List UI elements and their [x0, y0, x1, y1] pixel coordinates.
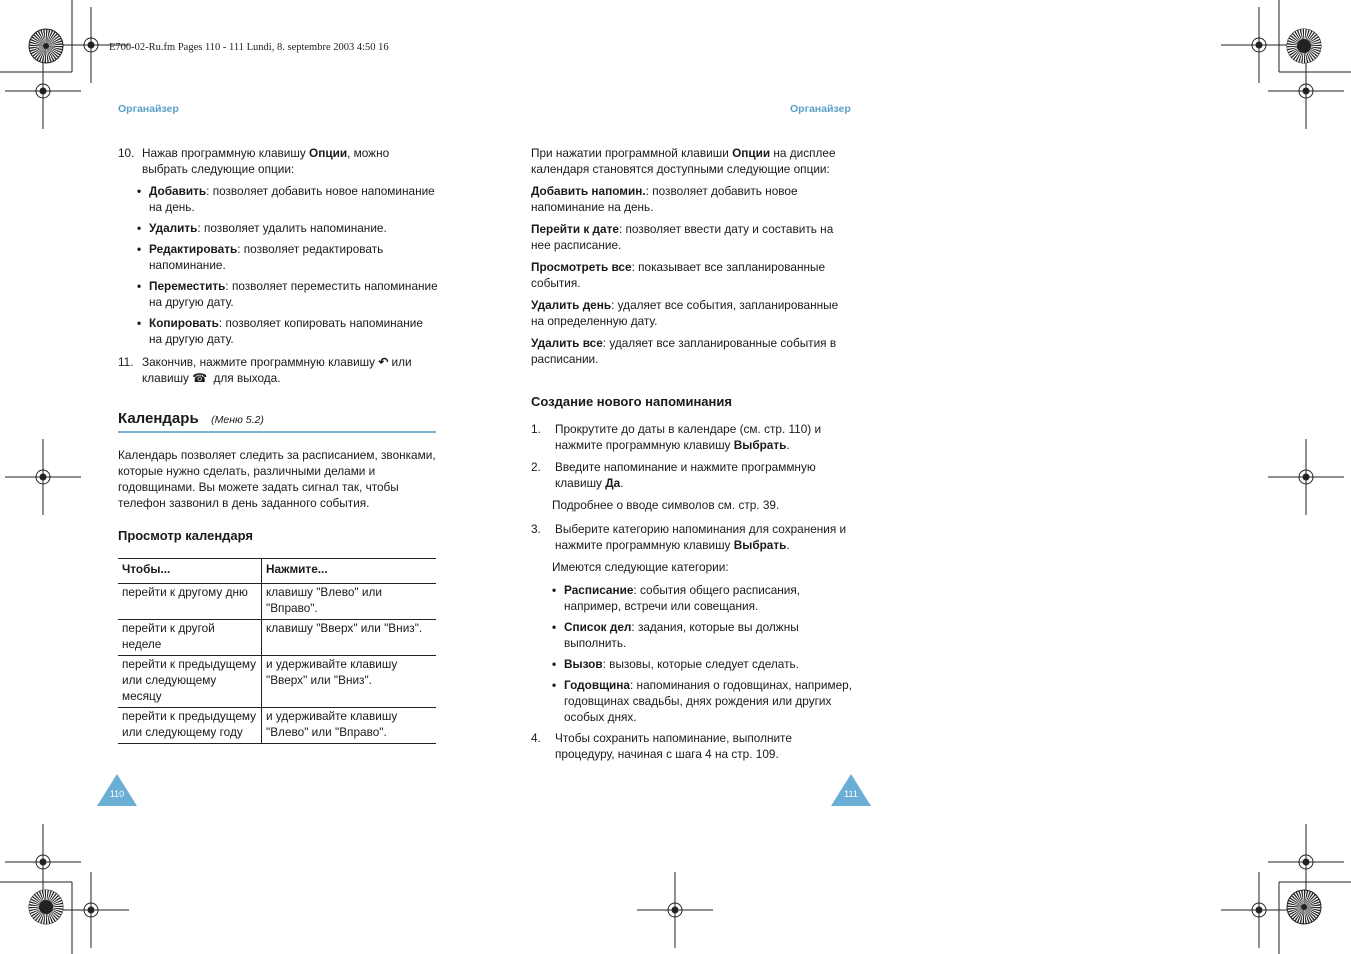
- step-item: 2. Введите напоминание и нажмите программную клавишу Да.: [531, 460, 816, 490]
- left-column: [118, 145, 438, 392]
- page-number-right: 111: [831, 774, 871, 806]
- option-item: • Копировать: позволяет копировать напоминание на другую дату.: [137, 316, 423, 346]
- category-list: [531, 582, 853, 725]
- options-list: [118, 183, 438, 347]
- crosshair-mark: [637, 872, 713, 948]
- step-note: Подробнее о вводе символов см. стр. 39.: [552, 498, 780, 512]
- calendar-option: Добавить напомин.: позволяет добавить новое напоминание на день.: [531, 184, 798, 214]
- file-info: E700-02-Ru.fm Pages 110 - 111 Lundi, 8. septembre 2003 4:50 16: [109, 42, 389, 53]
- table-cell: перейти к другой неделе: [118, 620, 262, 656]
- crosshair-mark: [5, 439, 81, 515]
- right-column: [531, 145, 853, 373]
- create-reminder-heading: Создание нового напоминания: [531, 394, 732, 409]
- bullet-icon: •: [552, 678, 557, 692]
- target-mark-top-right: [1286, 28, 1322, 64]
- table-cell: перейти к предыдущему или следующему году: [118, 708, 262, 744]
- target-mark-bottom-right: [1286, 889, 1322, 925]
- section-title-left: Органайзер: [118, 103, 179, 115]
- step-note: Имеются следующие категории:: [552, 560, 729, 574]
- navigation-table: [118, 558, 436, 744]
- bullet-icon: •: [137, 221, 142, 235]
- calendar-option: Перейти к дате: позволяет ввести дату и составить на нее расписание.: [531, 222, 834, 252]
- step-10: 10. Нажав программную клавишу Опции, можно выбрать следующие опции:: [118, 146, 390, 176]
- option-item: • Редактировать: позволяет редактировать напоминание.: [137, 242, 384, 272]
- table-cell: перейти к другому дню: [118, 584, 262, 620]
- table-row: [118, 584, 436, 620]
- table-header: Чтобы...: [118, 559, 262, 584]
- table-cell: и удерживайте клавишу "Влево" или "Вправо".: [262, 708, 437, 744]
- bullet-icon: •: [137, 316, 142, 330]
- table-cell: и удерживайте клавишу "Вверх" или "Вниз".: [262, 656, 437, 708]
- end-call-key-icon: ☎: [192, 371, 207, 385]
- view-calendar-heading: Просмотр календаря: [118, 528, 254, 543]
- calendar-option: Удалить день: удаляет все события, запланированные на определенную дату.: [531, 298, 839, 328]
- create-steps: [531, 421, 853, 768]
- bullet-icon: •: [552, 657, 557, 671]
- option-item: • Удалить: позволяет удалить напоминание.: [137, 221, 387, 235]
- calendar-heading: Календарь (Меню 5.2): [118, 410, 436, 433]
- table-header: Нажмите...: [262, 559, 437, 584]
- section-title-right: Органайзер: [790, 103, 851, 115]
- category-item: • Расписание: события общего расписания, например, встречи или совещания.: [552, 583, 801, 613]
- table-row: [118, 620, 436, 656]
- table-cell: перейти к предыдущему или следующему месяцу: [118, 656, 262, 708]
- bullet-icon: •: [137, 184, 142, 198]
- category-item: • Годовщина: напоминания о годовщинах, например, годовщинах свадьбы, днях рождения или других особых днях.: [552, 678, 852, 724]
- step-item: 1. Прокрутите до даты в календаре (см. стр. 110) и нажмите программную клавишу Выбрать.: [531, 422, 822, 452]
- category-item: • Список дел: задания, которые вы должны выполнить.: [552, 620, 799, 650]
- calendar-intro: Календарь позволяет следить за расписанием, звонками, которые нужно сделать, различными делами и годовщинами. Вы можете задать сигнал так, чтобы телефон зазвонил в день заданного события.: [118, 448, 436, 510]
- step-item: 4. Чтобы сохранить напоминание, выполните процедуру, начиная с шага 4 на стр. 109.: [531, 731, 792, 761]
- option-item: • Добавить: позволяет добавить новое напоминание на день.: [137, 184, 435, 214]
- options-intro: При нажатии программной клавиши Опции на дисплее календаря становятся доступными следующие опции:: [531, 146, 836, 176]
- table-cell: клавишу "Вверх" или "Вниз".: [262, 620, 437, 656]
- step-11: 11. Закончив, нажмите программную клавишу ↶ или клавишу ☎ для выхода.: [118, 355, 412, 385]
- option-item: • Переместить: позволяет переместить напоминание на другую дату.: [137, 279, 438, 309]
- crosshair-mark: [53, 872, 129, 948]
- table-header-row: [118, 559, 436, 584]
- calendar-options-list: [531, 183, 853, 367]
- back-key-icon: ↶: [378, 355, 389, 369]
- calendar-option: Удалить все: удаляет все запланированные события в расписании.: [531, 336, 837, 366]
- page-number-left: 110: [97, 774, 137, 806]
- step-item: 3. Выберите категорию напоминания для сохранения и нажмите программную клавишу Выбрать.: [531, 522, 847, 552]
- table-cell: клавишу "Влево" или "Вправо".: [262, 584, 437, 620]
- category-item: • Вызов: вызовы, которые следует сделать.: [552, 657, 799, 671]
- crosshair-mark: [1268, 439, 1344, 515]
- bullet-icon: •: [137, 242, 142, 256]
- table-row: [118, 708, 436, 744]
- target-mark-top-left: [28, 28, 64, 64]
- bullet-icon: •: [137, 279, 142, 293]
- crosshair-mark: [5, 53, 81, 129]
- target-mark-bottom-left: [28, 889, 64, 925]
- bullet-icon: •: [552, 583, 557, 597]
- table-row: [118, 656, 436, 708]
- calendar-option: Просмотреть все: показывает все запланированные события.: [531, 260, 826, 290]
- bullet-icon: •: [552, 620, 557, 634]
